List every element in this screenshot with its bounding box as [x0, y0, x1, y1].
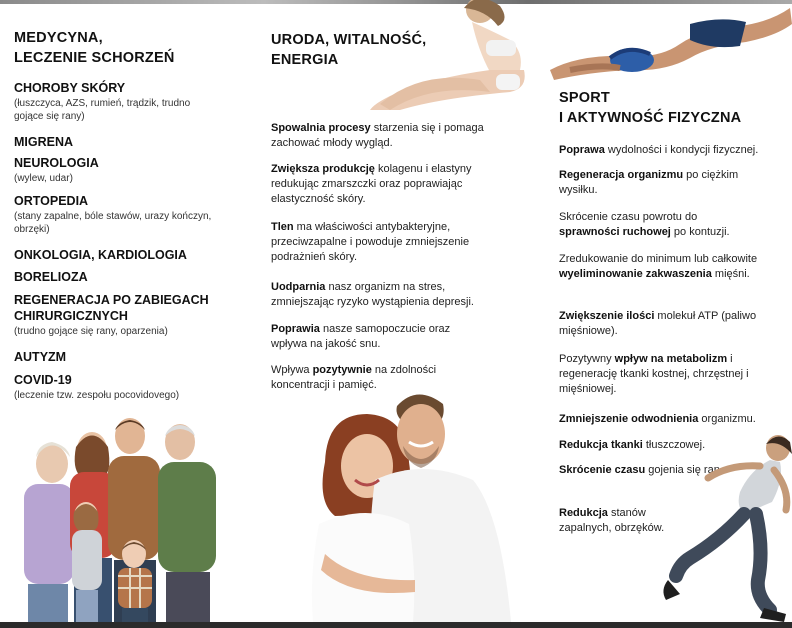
paragraph-bold: wyeliminowanie zakwaszenia	[559, 268, 712, 280]
paragraph-text: Skrócenie czasu powrotu do	[559, 211, 698, 223]
medicine-item	[14, 155, 99, 185]
couple-photo	[305, 384, 530, 622]
beauty-heading-line2: ENERGIA	[271, 52, 339, 68]
paragraph-text: tłuszczowej.	[642, 439, 706, 451]
sport-paragraph	[559, 143, 791, 158]
item-subtitle: (łuszczyca, AZS, rumień, trądzik, trudno gojące się rany)	[14, 98, 191, 122]
item-subtitle: (leczenie tzw. zespołu pocovidovego)	[14, 390, 180, 401]
paragraph-text: nasze samopoczucie oraz wpływa na jakość snu.	[271, 323, 451, 350]
sport-paragraph	[559, 309, 789, 339]
item-title: AUTYZM	[14, 350, 67, 364]
paragraph-bold: Uodparnia	[271, 281, 326, 293]
paragraph-text: stanów zapalnych, obrzęków.	[559, 507, 665, 534]
beauty-paragraph	[271, 162, 501, 207]
paragraph-text: i regenerację tkanki kostnej, chrzęstnej i mięśniowej.	[559, 353, 749, 395]
beauty-paragraph	[271, 220, 501, 265]
paragraph-text: na zdolności koncentracji i pamięć.	[271, 364, 437, 391]
paragraph-bold: Zwiększenie ilości	[559, 310, 655, 322]
sport-heading-line2: I AKTYWNOŚĆ FIZYCZNA	[559, 110, 742, 126]
item-title: REGENERACJA PO ZABIEGACH CHIRURGICZNYCH	[14, 293, 209, 323]
paragraph-text: kolagenu i elastyny redukując zmarszczki oraz poprawiając elastyczność skóry.	[271, 163, 472, 205]
paragraph-text: nasz organizm na stres, zmniejszając ryzyko wystąpienia depresji.	[271, 281, 474, 308]
medicine-item	[14, 349, 66, 365]
paragraph-bold: Poprawia	[271, 323, 320, 335]
item-title: ONKOLOGIA, KARDIOLOGIA	[14, 248, 187, 262]
paragraph-text: mięśni.	[711, 268, 750, 280]
medicine-item	[14, 193, 244, 236]
paragraph-text: Wpływa	[271, 364, 313, 376]
beauty-paragraph	[271, 280, 501, 310]
medicine-item	[14, 372, 249, 402]
bottom-band	[0, 622, 792, 628]
medicine-item	[14, 80, 214, 123]
paragraph-bold: Regeneracja organizmu	[559, 169, 684, 181]
paragraph-text: po ciężkim wysiłku.	[559, 169, 739, 196]
paragraph-bold: Redukcja	[559, 507, 608, 519]
item-subtitle: (wylew, udar)	[14, 173, 73, 184]
sport-paragraph	[559, 412, 791, 427]
sport-paragraph	[559, 168, 769, 198]
paragraph-text: molekuł ATP (paliwo mięśniowe).	[559, 310, 757, 337]
paragraph-text: Zredukowanie do minimum lub całkowite	[559, 253, 758, 265]
paragraph-bold: Zmniejszenie odwodnienia	[559, 413, 699, 425]
medicine-heading-line1: MEDYCYNA,	[14, 30, 103, 46]
item-title: BORELIOZA	[14, 270, 88, 284]
paragraph-bold: wpływ na metabolizm	[614, 353, 728, 365]
sport-paragraph	[559, 352, 781, 397]
medicine-heading-line2: LECZENIE SCHORZEŃ	[14, 50, 175, 66]
sport-paragraph	[559, 210, 759, 240]
paragraph-text: ma właściwości antybakteryjne, przeciwzapalne i powoduje zmniejszenie podrażnień skóry.	[271, 221, 470, 263]
sport-heading-line1: SPORT	[559, 90, 610, 106]
paragraph-text: po kontuzji.	[670, 226, 730, 238]
beauty-paragraph	[271, 121, 493, 151]
paragraph-text: gojenia się ran.	[645, 464, 723, 476]
paragraph-bold: Tlen	[271, 221, 294, 233]
medicine-item	[14, 134, 73, 150]
paragraph-text: wydolności i kondycji fizycznej.	[604, 144, 759, 156]
paragraph-bold: Redukcja tkanki	[559, 439, 643, 451]
medicine-item	[14, 292, 229, 338]
paragraph-text: organizmu.	[698, 413, 756, 425]
paragraph-text: Pozytywny	[559, 353, 615, 365]
item-title: ORTOPEDIA	[14, 194, 89, 208]
paragraph-bold: Poprawa	[559, 144, 605, 156]
item-subtitle: (stany zapalne, bóle stawów, urazy kończyn, obrzęki)	[14, 211, 212, 235]
paragraph-bold: Skrócenie czasu	[559, 464, 646, 476]
paragraph-text: starzenia się i pomaga zachować młody wygląd.	[271, 122, 484, 149]
family-photo	[14, 412, 234, 622]
paragraph-bold: Zwiększa produkcję	[271, 163, 375, 175]
paragraph-bold: Spowalnia procesy	[271, 122, 371, 134]
item-title: NEUROLOGIA	[14, 156, 99, 170]
item-subtitle: (trudno gojące się rany, oparzenia)	[14, 326, 168, 337]
medicine-item	[14, 269, 88, 285]
sport-paragraph	[559, 252, 789, 282]
paragraph-bold: pozytywnie	[312, 364, 372, 376]
beauty-paragraph	[271, 322, 481, 352]
item-title: CHOROBY SKÓRY	[14, 81, 126, 95]
paragraph-bold: sprawności ruchowej	[559, 226, 671, 238]
item-title: COVID-19	[14, 373, 72, 387]
swimmer-photo	[540, 0, 792, 82]
item-title: MIGRENA	[14, 135, 74, 149]
medicine-item	[14, 247, 187, 263]
beauty-heading-line1: URODA, WITALNOŚĆ,	[271, 32, 427, 48]
runner-photo	[640, 430, 792, 622]
